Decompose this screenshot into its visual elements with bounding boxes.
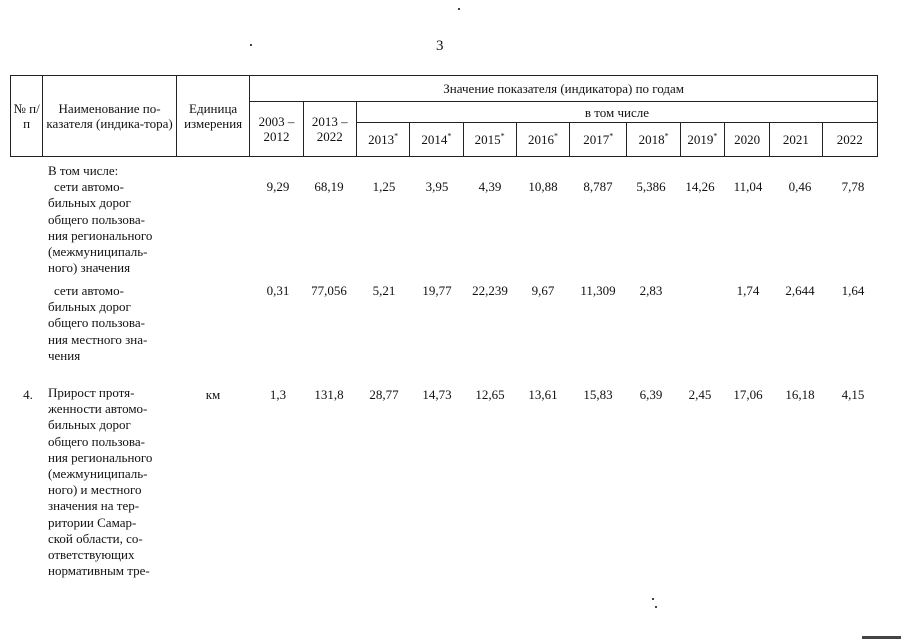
value-cell: 4,15 — [841, 387, 865, 402]
indicator-name-line: сети автомо- — [54, 283, 124, 298]
footnote-mark: * — [500, 131, 505, 141]
footnote-mark: * — [609, 131, 614, 141]
scan-speck — [655, 606, 657, 608]
value-cell: 131,8 — [314, 387, 344, 402]
scan-speck — [652, 598, 654, 600]
value-cell: 1,25 — [372, 179, 396, 194]
row-unit: км — [205, 387, 221, 402]
value-cell: 3,95 — [425, 179, 449, 194]
row-indicator-name — [48, 163, 152, 276]
indicator-name-line: бильных дорог — [48, 195, 131, 211]
value-cell: 7,78 — [841, 179, 865, 194]
value-cell: 16,18 — [785, 387, 815, 402]
scan-speck — [250, 44, 252, 46]
value-cell: 10,88 — [528, 179, 558, 194]
header-year-label: 2020 — [734, 132, 761, 147]
indicator-name-line: ритории Самар- — [48, 514, 137, 530]
indicator-name-line: общего пользова- — [48, 433, 145, 449]
value-cell: 2,644 — [785, 283, 815, 298]
indicator-name-line: ного) и местного — [48, 482, 142, 498]
value-cell: 1,3 — [269, 387, 287, 402]
header-year-2022 — [822, 123, 877, 157]
header-year-label: 2013 — [368, 132, 395, 147]
header-year-label: 2015 — [474, 132, 501, 147]
value-cell: 17,06 — [733, 387, 763, 402]
header-year-label: 2016 — [527, 132, 554, 147]
value-cell: 15,83 — [583, 387, 613, 402]
value-cell: 28,77 — [369, 387, 399, 402]
header-year-label: 2019 — [687, 132, 714, 147]
indicator-name-line: женности автомо- — [48, 401, 148, 417]
header-year-2018 — [627, 123, 680, 157]
value-cell: 9,29 — [266, 179, 290, 194]
scan-edge-mark — [862, 636, 901, 639]
row-number: 4. — [23, 387, 33, 402]
header-year-2017 — [570, 123, 627, 157]
header-name: Наименование по-казателя (индика-тора) — [43, 76, 177, 157]
row-indicator-name — [48, 385, 152, 579]
indicator-name-line: (межмуниципаль- — [48, 244, 148, 260]
indicator-name-line: значения на тер- — [48, 498, 140, 514]
indicator-name-line: ного) значения — [48, 260, 131, 276]
value-cell: 13,61 — [528, 387, 558, 402]
header-values: Значение показателя (индикатора) по годам — [250, 76, 878, 102]
value-cell: 6,39 — [639, 387, 663, 402]
row-indicator-name — [48, 283, 147, 364]
header-year-2016 — [516, 123, 569, 157]
header-year-label: 2021 — [782, 132, 809, 147]
indicator-name-line: нормативным тре- — [48, 563, 150, 579]
value-cell: 2,83 — [639, 283, 663, 298]
value-cell: 14,26 — [685, 179, 715, 194]
indicator-name-line: бильных дорог — [48, 299, 131, 315]
indicator-name-line: ответствующих — [48, 547, 135, 563]
indicator-name-line: В том числе: — [48, 163, 119, 178]
value-cell: 0,31 — [266, 283, 290, 298]
header-period-2013-2022: 2013 – 2022 — [303, 102, 356, 157]
value-cell: 4,39 — [478, 179, 502, 194]
value-cell: 22,239 — [472, 283, 508, 298]
indicator-name-line: Прирост протя- — [48, 385, 135, 400]
header-year-label: 2017 — [583, 132, 610, 147]
scan-speck — [458, 8, 460, 10]
indicator-name-line: общего пользова- — [48, 315, 145, 331]
value-cell: 5,386 — [636, 179, 666, 194]
page-number: 3 — [436, 38, 444, 54]
value-cell: 8,787 — [583, 179, 613, 194]
header-including: в том числе — [356, 102, 877, 123]
value-cell: 11,309 — [580, 283, 616, 298]
footnote-mark: * — [553, 131, 558, 141]
value-cell: 14,73 — [422, 387, 452, 402]
value-cell: 11,04 — [733, 179, 763, 194]
header-year-2019 — [680, 123, 724, 157]
indicator-name-line: сети автомо- — [54, 179, 124, 195]
header-unit: Единица измерения — [176, 76, 249, 157]
indicator-name-line: (межмуниципаль- — [48, 466, 148, 482]
footnote-mark: * — [394, 131, 399, 141]
header-year-label: 2014 — [421, 132, 448, 147]
value-cell: 19,77 — [422, 283, 452, 298]
footnote-mark: * — [713, 131, 718, 141]
value-cell: 0,46 — [788, 179, 812, 194]
header-year-label: 2018 — [638, 132, 665, 147]
header-period-2003-2012: 2003 – 2012 — [250, 102, 303, 157]
table-header — [10, 75, 878, 157]
footnote-mark: * — [664, 131, 669, 141]
value-cell: 77,056 — [311, 283, 347, 298]
indicator-name-line: ния местного зна- — [48, 331, 148, 347]
footnote-mark: * — [447, 131, 452, 141]
indicator-name-line: ской области, со- — [48, 530, 143, 546]
value-cell: 68,19 — [314, 179, 344, 194]
value-cell: 9,67 — [531, 283, 555, 298]
indicator-name-line: ния регионального — [48, 449, 153, 465]
indicator-name-line: бильных дорог — [48, 417, 131, 433]
header-year-2020 — [724, 123, 769, 157]
header-num: № п/п — [11, 76, 43, 157]
value-cell: 1,64 — [841, 283, 865, 298]
header-year-2014 — [410, 123, 463, 157]
header-year-2021 — [770, 123, 822, 157]
header-year-label: 2022 — [836, 132, 863, 147]
value-cell: 2,45 — [688, 387, 712, 402]
value-cell: 12,65 — [475, 387, 505, 402]
header-year-2015 — [463, 123, 516, 157]
value-cell: 5,21 — [372, 283, 396, 298]
indicator-name-line: ния регионального — [48, 227, 153, 243]
header-year-2013 — [356, 123, 409, 157]
indicator-name-line: чения — [48, 347, 81, 363]
indicator-name-line: общего пользова- — [48, 211, 145, 227]
value-cell: 1,74 — [736, 283, 760, 298]
